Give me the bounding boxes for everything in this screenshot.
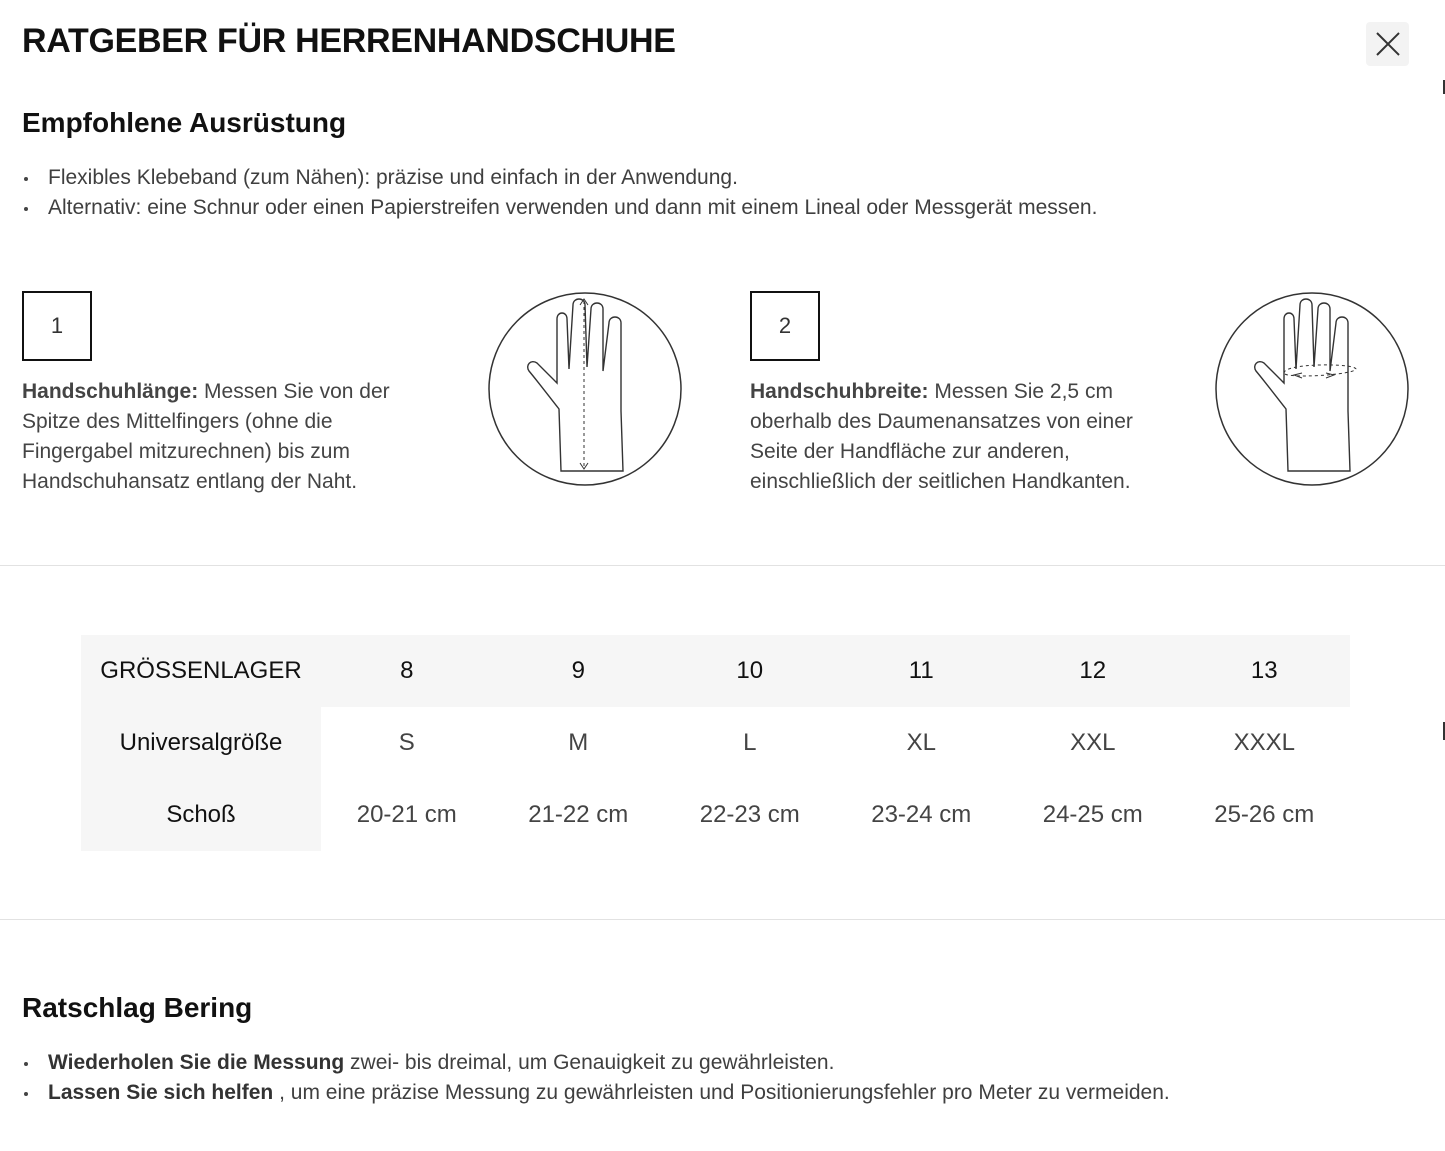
hand-width-icon [1214, 291, 1410, 487]
table-header-row [81, 635, 1350, 707]
table-cell: 20-21 cm [356, 801, 457, 828]
page-title: RATGEBER FÜR HERRENHANDSCHUHE [22, 22, 676, 60]
table-header-cell: 11 [836, 635, 1008, 707]
equipment-heading: Empfohlene Ausrüstung [22, 107, 347, 138]
close-icon [1375, 31, 1401, 57]
advice-item-text: zwei- bis dreimal, um Genauigkeit zu gewährleisten. [344, 1051, 835, 1074]
table-row-label: Universalgröße [81, 707, 321, 779]
table-cell: XXXL [1233, 729, 1295, 756]
step-number-badge: 1 [22, 291, 92, 361]
advice-list [22, 1048, 1170, 1108]
section-divider [0, 919, 1445, 920]
advice-item [22, 1078, 1170, 1108]
equipment-item: Alternativ: eine Schnur oder einen Papierstreifen verwenden und dann mit einem Lineal oder Messgerät messen. [22, 193, 1097, 223]
table-header-cell: 13 [1179, 635, 1351, 707]
equipment-list [22, 163, 1097, 223]
advice-heading: Ratschlag Bering [22, 992, 253, 1023]
table-header-cell: 8 [321, 635, 493, 707]
table-row-label: Schoß [81, 779, 321, 851]
table-cell: 24-25 cm [1042, 801, 1143, 828]
table-cell: S [398, 729, 415, 756]
close-button[interactable] [1366, 22, 1409, 66]
step-description [22, 377, 422, 497]
table-cell: 23-24 cm [871, 801, 972, 828]
table-cell: XXL [1070, 729, 1116, 756]
table-header-label: GRÖSSENLAGER [81, 635, 321, 707]
table-cell: 25-26 cm [1214, 801, 1315, 828]
table-header-cell: 12 [1007, 635, 1179, 707]
table-cell: 21-22 cm [528, 801, 629, 828]
advice-item-text: , um eine präzise Messung zu gewährleisten und Positionierungsfehler pro Meter zu vermeiden. [273, 1081, 1170, 1104]
table-cell: XL [906, 729, 936, 756]
equipment-item: Flexibles Klebeband (zum Nähen): präzise und einfach in der Anwendung. [22, 163, 1097, 193]
table-cell: 22-23 cm [699, 801, 800, 828]
table-header-cell: 10 [664, 635, 836, 707]
step-description [750, 377, 1150, 497]
step-text: Messen Sie 2,5 cm oberhalb des Daumenansatzes von einer Seite der Handfläche zur anderen, einschließlich der seitlichen Handkanten. [750, 380, 1133, 493]
advice-item-bold: Lassen Sie sich helfen [48, 1081, 274, 1104]
step-text: Messen Sie von der Spitze des Mittelfingers (ohne die Fingergabel mitzurechnen) bis zum Handschuhansatz entlang der Naht. [22, 380, 390, 493]
step-number-badge: 2 [750, 291, 820, 361]
advice-item-bold: Wiederholen Sie die Messung [48, 1051, 345, 1074]
table-row [81, 707, 1350, 779]
hand-length-icon [487, 291, 683, 487]
step-label: Handschuhbreite: [750, 380, 929, 403]
step-label: Handschuhlänge: [22, 380, 199, 403]
size-table [81, 635, 1350, 851]
table-cell: L [743, 729, 757, 756]
table-header-cell: 9 [493, 635, 665, 707]
table-cell: M [568, 729, 589, 756]
advice-item [22, 1048, 1170, 1078]
table-row [81, 779, 1350, 851]
section-divider [0, 565, 1445, 566]
